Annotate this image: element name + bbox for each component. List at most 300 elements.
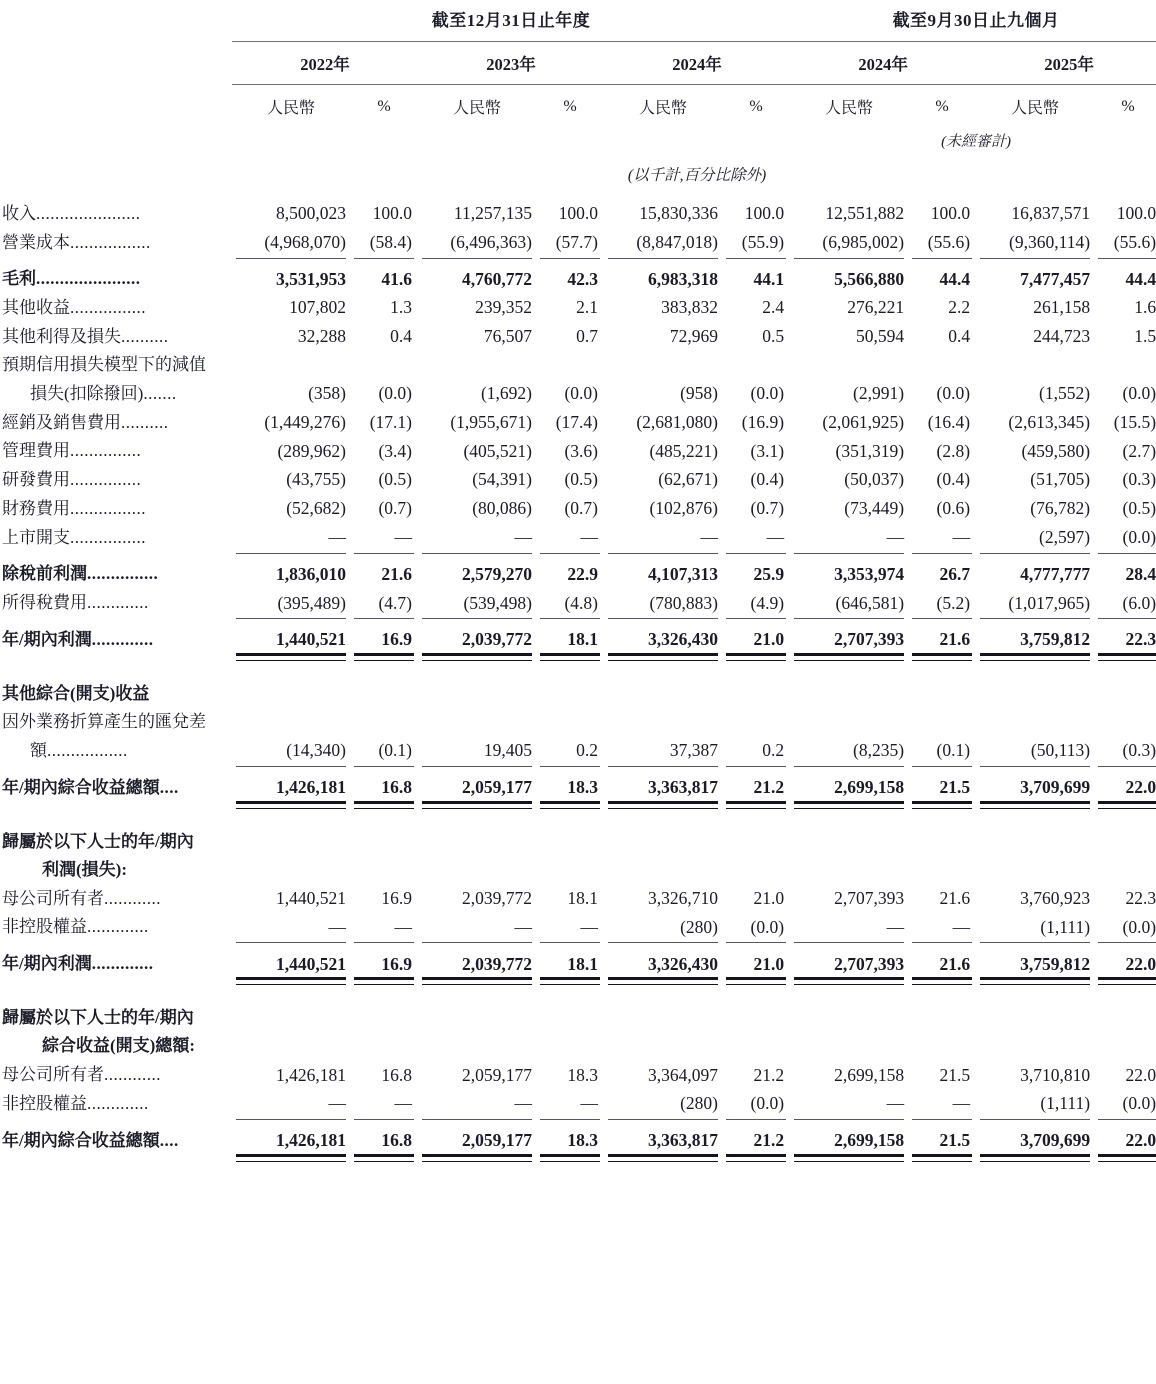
cell-value-wrap <box>604 913 722 942</box>
table-row <box>0 1126 1156 1155</box>
cell-value-wrap <box>790 228 908 257</box>
cell-value: 18.3 <box>567 777 598 798</box>
header-year-2023: 2023年 <box>486 55 536 74</box>
cell-value <box>350 1004 418 1032</box>
cell-value: (2.8) <box>936 440 971 461</box>
cell-value: (289,962) <box>277 440 346 461</box>
cell-value: (73,449) <box>844 498 905 519</box>
header-unit-row <box>0 85 1156 122</box>
cell-value: (58.4) <box>369 231 412 252</box>
cell-value: (4.8) <box>564 592 598 613</box>
table-row <box>0 379 1156 408</box>
cell-value: 2,707,393 <box>834 888 905 909</box>
cell-value-wrap <box>790 1089 908 1118</box>
cell-value: (14,340) <box>286 740 346 761</box>
cell-value-wrap <box>976 1126 1094 1155</box>
cell-value: 18.1 <box>567 629 598 650</box>
cell-value <box>976 856 1094 884</box>
cell-value <box>536 680 604 708</box>
cell-value: — <box>328 1093 346 1114</box>
cell-value-wrap <box>1094 1089 1156 1118</box>
cell-value-wrap <box>536 1126 604 1155</box>
cell-value <box>232 1032 350 1060</box>
row-label <box>0 265 232 294</box>
header-basis-row <box>0 153 1156 199</box>
cell-value-wrap <box>350 588 418 617</box>
row-label-text: 預期信用損失模型下的減值 <box>2 355 206 375</box>
cell-value: 76,507 <box>483 326 532 347</box>
cell-value-wrap <box>976 1089 1094 1118</box>
cell-value-wrap <box>976 523 1094 552</box>
row-label-text: 收入 <box>2 203 36 223</box>
cell-value <box>976 828 1094 856</box>
cell-value: (280) <box>680 1093 718 1114</box>
cell-value <box>722 856 790 884</box>
cell-value: (4.7) <box>378 592 412 613</box>
cell-value-wrap <box>536 625 604 654</box>
row-label-text: 上市開支 <box>2 527 70 547</box>
cell-value: (459,580) <box>1021 440 1091 461</box>
cell-value: (3.4) <box>378 440 412 461</box>
row-label <box>0 523 232 552</box>
table-row <box>0 523 1156 552</box>
row-label <box>0 773 232 802</box>
cell-value: 32,288 <box>297 326 346 347</box>
cell-value <box>604 1004 722 1032</box>
cell-value: 3,364,097 <box>648 1064 718 1085</box>
cell-value: 0.4 <box>390 326 412 347</box>
cell-value: — <box>886 1093 905 1114</box>
cell-value: 3,363,817 <box>648 777 718 798</box>
cell-value-wrap <box>418 625 536 654</box>
cell-value: (80,086) <box>472 498 532 519</box>
row-leader: .... <box>159 777 179 797</box>
row-leader: ............... <box>87 564 159 584</box>
cell-value-wrap <box>976 773 1094 802</box>
row-label <box>0 351 232 379</box>
cell-value: 18.3 <box>567 1130 598 1151</box>
cell-value-wrap <box>790 949 908 978</box>
cell-value: 21.6 <box>939 888 971 909</box>
cell-value-wrap <box>790 588 908 617</box>
cell-value <box>604 856 722 884</box>
cell-value-wrap <box>976 228 1094 257</box>
cell-value-wrap <box>722 736 790 765</box>
cell-value: 3,326,430 <box>648 629 718 650</box>
cell-value-wrap <box>232 588 350 617</box>
cell-value <box>1094 856 1156 884</box>
cell-value: 3,759,812 <box>1020 629 1091 650</box>
cell-value: (15.5) <box>1113 411 1156 432</box>
row-label-text: 利潤(損失): <box>42 859 127 879</box>
cell-value <box>232 1004 350 1032</box>
cell-value <box>604 828 722 856</box>
row-leader: .......... <box>121 412 169 432</box>
row-label-text: 歸屬於以下人士的年/期內 <box>2 831 194 851</box>
row-leader: ................ <box>70 298 146 318</box>
cell-value-wrap <box>418 913 536 942</box>
cell-value-wrap <box>350 736 418 765</box>
cell-value: (2.7) <box>1122 440 1156 461</box>
cell-value <box>976 708 1094 736</box>
cell-value: (1,111) <box>1040 916 1091 937</box>
cell-value-wrap <box>232 1126 350 1155</box>
cell-value-wrap <box>908 913 976 942</box>
cell-value-wrap <box>604 773 722 802</box>
cell-value <box>418 828 536 856</box>
cell-value: (395,489) <box>277 592 346 613</box>
unaudited-note: (未經審計) <box>941 134 1012 150</box>
cell-value-wrap <box>350 523 418 552</box>
cell-value: 0.5 <box>762 326 785 347</box>
cell-value: 37,387 <box>669 740 718 761</box>
cell-value: 3,710,810 <box>1020 1064 1091 1085</box>
cell-value <box>722 828 790 856</box>
cell-value: 21.0 <box>753 629 785 650</box>
cell-value: (76,782) <box>1030 498 1091 519</box>
cell-value: 21.5 <box>939 777 971 798</box>
basis-note: (以千計,百分比除外) <box>627 167 767 184</box>
row-leader: ....... <box>143 383 177 403</box>
row-label <box>0 560 232 589</box>
cell-value: 1.6 <box>1134 297 1156 318</box>
cell-value <box>908 828 976 856</box>
row-leader: ................ <box>70 498 146 518</box>
cell-value: 7,477,457 <box>1020 268 1091 289</box>
cell-value <box>1094 1032 1156 1060</box>
cell-value: 16.8 <box>381 1064 412 1085</box>
header-percent-2022: % <box>377 97 391 115</box>
cell-value: 107,802 <box>289 297 346 318</box>
cell-value: 0.7 <box>576 326 598 347</box>
row-label <box>0 680 232 708</box>
row-label <box>0 228 232 257</box>
cell-value <box>790 856 908 884</box>
cell-value: (0.0) <box>750 916 785 937</box>
cell-value-wrap <box>232 773 350 802</box>
cell-value: (0.0) <box>936 383 971 404</box>
cell-value: — <box>514 526 532 547</box>
cell-value <box>790 828 908 856</box>
cell-value: 1,426,181 <box>276 777 346 798</box>
cell-value: 1,440,521 <box>276 953 346 974</box>
row-label <box>0 1032 232 1060</box>
cell-value: 100.0 <box>372 203 412 224</box>
row-label <box>0 465 232 494</box>
header-corner-blank <box>0 0 232 41</box>
cell-value: 1.5 <box>1134 326 1156 347</box>
cell-value-wrap <box>604 588 722 617</box>
cell-value: 11,257,135 <box>453 203 532 224</box>
cell-value: 3,531,953 <box>276 268 346 289</box>
cell-value: (62,671) <box>658 469 718 490</box>
cell-value-wrap <box>232 228 350 257</box>
cell-value <box>1094 1004 1156 1032</box>
cell-value <box>418 1032 536 1060</box>
cell-value: (0.4) <box>936 469 971 490</box>
cell-value-wrap <box>418 1089 536 1118</box>
cell-value: 6,983,318 <box>648 268 718 289</box>
row-leader: ............. <box>87 917 149 937</box>
cell-value-wrap <box>790 1126 908 1155</box>
table-row <box>0 293 1156 322</box>
cell-value-wrap <box>790 523 908 552</box>
table-row <box>0 856 1156 884</box>
cell-value-wrap <box>232 625 350 654</box>
header-group-months: 截至9月30日止九個月 <box>892 11 1060 30</box>
cell-value <box>1094 351 1156 379</box>
cell-value: 2,707,393 <box>834 953 905 974</box>
table-row <box>0 436 1156 465</box>
row-label-text: 經銷及銷售費用 <box>2 412 121 432</box>
cell-value: 16.8 <box>381 777 412 798</box>
cell-value: 16,837,571 <box>1011 203 1091 224</box>
cell-value-wrap <box>1094 1126 1156 1155</box>
cell-value: 0.2 <box>762 740 785 761</box>
cell-value: (280) <box>680 916 718 937</box>
cell-value: 50,594 <box>855 326 905 347</box>
row-label-text: 歸屬於以下人士的年/期內 <box>2 1008 194 1028</box>
cell-value: 0.4 <box>948 326 971 347</box>
cell-value: 3,353,974 <box>834 563 905 584</box>
row-label-text: 年/期內綜合收益總額 <box>2 777 160 797</box>
cell-value: 44.4 <box>1125 268 1156 289</box>
cell-value: 2,039,772 <box>462 629 532 650</box>
cell-value: 239,352 <box>475 297 532 318</box>
cell-value: 21.2 <box>753 1130 785 1151</box>
cell-value-wrap <box>1094 523 1156 552</box>
cell-value: (1,955,671) <box>450 411 532 432</box>
cell-value-wrap <box>976 588 1094 617</box>
cell-value: 2.1 <box>576 297 598 318</box>
row-leader: .... <box>159 1130 179 1150</box>
cell-value <box>536 708 604 736</box>
header-currency-2025p: 人民幣 <box>1011 100 1060 117</box>
row-label-text: 因外業務折算產生的匯兌差 <box>2 712 206 732</box>
cell-value: (55.6) <box>927 231 971 252</box>
cell-value <box>536 1004 604 1032</box>
table-row <box>0 494 1156 523</box>
cell-value: 3,326,430 <box>648 953 718 974</box>
cell-value-wrap <box>418 773 536 802</box>
cell-value <box>604 680 722 708</box>
table-row <box>0 913 1156 942</box>
cell-value: 22.3 <box>1125 629 1156 650</box>
cell-value-wrap <box>1094 949 1156 978</box>
cell-value: 26.7 <box>939 563 971 584</box>
cell-value: (8,235) <box>853 740 905 761</box>
cell-value-wrap <box>976 913 1094 942</box>
cell-value: — <box>580 1093 598 1114</box>
cell-value: 1,426,181 <box>276 1064 346 1085</box>
cell-value: (405,521) <box>463 440 532 461</box>
cell-value <box>604 1032 722 1060</box>
cell-value: — <box>328 916 346 937</box>
cell-value: (2,061,925) <box>822 411 905 432</box>
cell-value: (485,221) <box>649 440 718 461</box>
cell-value: 22.0 <box>1125 1064 1156 1085</box>
cell-value: 2,699,158 <box>834 1064 905 1085</box>
cell-value: (55.6) <box>1113 231 1156 252</box>
cell-value: (0.5) <box>564 469 598 490</box>
row-label-text: 年/期內利潤 <box>2 954 92 974</box>
table-row <box>0 560 1156 589</box>
cell-value: 1,426,181 <box>276 1130 346 1151</box>
cell-value <box>232 708 350 736</box>
cell-value: (4,968,070) <box>264 231 346 252</box>
cell-value: 16.9 <box>381 629 412 650</box>
row-label-text: 研發費用 <box>2 470 70 490</box>
cell-value-wrap <box>908 228 976 257</box>
cell-value-wrap <box>1094 228 1156 257</box>
cell-value: (0.0) <box>750 383 785 404</box>
cell-value: 1,440,521 <box>276 888 346 909</box>
row-label-text: 年/期內綜合收益總額 <box>2 1130 160 1150</box>
cell-value: (2,597) <box>1039 526 1091 547</box>
cell-value: 0.2 <box>576 740 598 761</box>
row-label-text: 管理費用 <box>2 441 70 461</box>
cell-value: 100.0 <box>558 203 598 224</box>
cell-value: 21.5 <box>939 1130 971 1151</box>
cell-value-wrap <box>1094 736 1156 765</box>
cell-value-wrap <box>232 913 350 942</box>
cell-value: (0.7) <box>564 498 598 519</box>
cell-value <box>976 680 1094 708</box>
cell-value: — <box>580 526 598 547</box>
row-leader: ............. <box>91 954 154 974</box>
header-unaudited-row <box>0 122 1156 153</box>
table-row <box>0 884 1156 913</box>
cell-value: 16.9 <box>381 888 412 909</box>
header-period-2024: 2024年 <box>858 55 908 74</box>
row-label <box>0 913 232 942</box>
cell-value: — <box>952 526 971 547</box>
cell-value: — <box>700 526 718 547</box>
header-year-row <box>0 42 1156 84</box>
row-leader: ............... <box>70 441 142 461</box>
row-leader: ............. <box>87 1094 149 1114</box>
cell-value: 3,709,699 <box>1020 1130 1091 1151</box>
cell-value-wrap <box>350 949 418 978</box>
cell-value: — <box>394 916 412 937</box>
header-percent-2023: % <box>563 97 577 115</box>
cell-value-wrap <box>604 625 722 654</box>
header-unit-blank <box>0 85 232 122</box>
header-currency-2022: 人民幣 <box>266 100 315 117</box>
cell-value: (50,037) <box>844 469 905 490</box>
cell-value: 21.6 <box>381 563 412 584</box>
table-row <box>0 828 1156 856</box>
table-row <box>0 773 1156 802</box>
row-label <box>0 625 232 654</box>
cell-value: (358) <box>308 383 346 404</box>
table-row <box>0 1004 1156 1032</box>
row-leader: ............. <box>87 593 149 613</box>
cell-value-wrap <box>908 949 976 978</box>
cell-value-wrap <box>232 523 350 552</box>
cell-value: (0.4) <box>750 469 785 490</box>
row-label-text: 毛利 <box>2 269 36 289</box>
row-label <box>0 708 232 736</box>
cell-value <box>908 1004 976 1032</box>
cell-value: 8,500,023 <box>276 203 346 224</box>
table-row <box>0 680 1156 708</box>
cell-value: (1,111) <box>1040 1093 1091 1114</box>
cell-value <box>350 828 418 856</box>
cell-value-wrap <box>418 588 536 617</box>
cell-value: (5.2) <box>936 592 971 613</box>
cell-value-wrap <box>350 1089 418 1118</box>
table-row <box>0 228 1156 257</box>
row-label-text: 母公司所有者 <box>2 1065 104 1085</box>
cell-value <box>418 351 536 379</box>
row-label <box>0 1060 232 1089</box>
cell-value: (646,581) <box>835 592 905 613</box>
row-label <box>0 588 232 617</box>
cell-value: (0.0) <box>1122 1093 1156 1114</box>
cell-value-wrap <box>908 1089 976 1118</box>
row-leader: ................ <box>70 527 146 547</box>
cell-value: 21.0 <box>753 953 785 974</box>
cell-value: 18.1 <box>567 888 598 909</box>
row-label <box>0 884 232 913</box>
cell-value: (2,613,345) <box>1008 411 1091 432</box>
cell-value-wrap <box>232 949 350 978</box>
row-label <box>0 828 232 856</box>
header-year-blank <box>0 42 232 84</box>
cell-value: 244,723 <box>1033 326 1091 347</box>
cell-value: 19,405 <box>483 740 532 761</box>
cell-value: (17.4) <box>555 411 598 432</box>
header-percent-2024: % <box>749 97 763 115</box>
cell-value: (0.5) <box>1122 498 1156 519</box>
cell-value-wrap <box>908 1126 976 1155</box>
cell-value <box>418 680 536 708</box>
cell-value-wrap <box>722 949 790 978</box>
cell-value: (8,847,018) <box>636 231 718 252</box>
cell-value: 41.6 <box>381 268 412 289</box>
cell-value: 21.5 <box>939 1064 971 1085</box>
cell-value-wrap <box>536 949 604 978</box>
row-label <box>0 1089 232 1118</box>
cell-value-wrap <box>722 913 790 942</box>
cell-value <box>418 1004 536 1032</box>
cell-value: 21.6 <box>939 953 971 974</box>
cell-value-wrap <box>1094 773 1156 802</box>
cell-value <box>722 351 790 379</box>
cell-value: 4,107,313 <box>648 563 718 584</box>
cell-value <box>232 828 350 856</box>
cell-value: 2.2 <box>948 297 971 318</box>
cell-value <box>790 1032 908 1060</box>
cell-value: (51,705) <box>1030 469 1091 490</box>
cell-value-wrap <box>418 949 536 978</box>
cell-value-wrap <box>722 1126 790 1155</box>
cell-value: (0.0) <box>1122 383 1156 404</box>
cell-value <box>418 856 536 884</box>
cell-value: 25.9 <box>753 563 785 584</box>
cell-value <box>976 1032 1094 1060</box>
cell-value-wrap <box>1094 913 1156 942</box>
cell-value: (4.9) <box>750 592 785 613</box>
cell-value: (6,985,002) <box>822 231 905 252</box>
cell-value: 22.0 <box>1125 1130 1156 1151</box>
cell-value: 1.3 <box>390 297 412 318</box>
cell-value-wrap <box>232 1089 350 1118</box>
header-period-2025: 2025年 <box>1044 55 1094 74</box>
cell-value-wrap <box>350 913 418 942</box>
row-leader: ...................... <box>36 203 141 223</box>
